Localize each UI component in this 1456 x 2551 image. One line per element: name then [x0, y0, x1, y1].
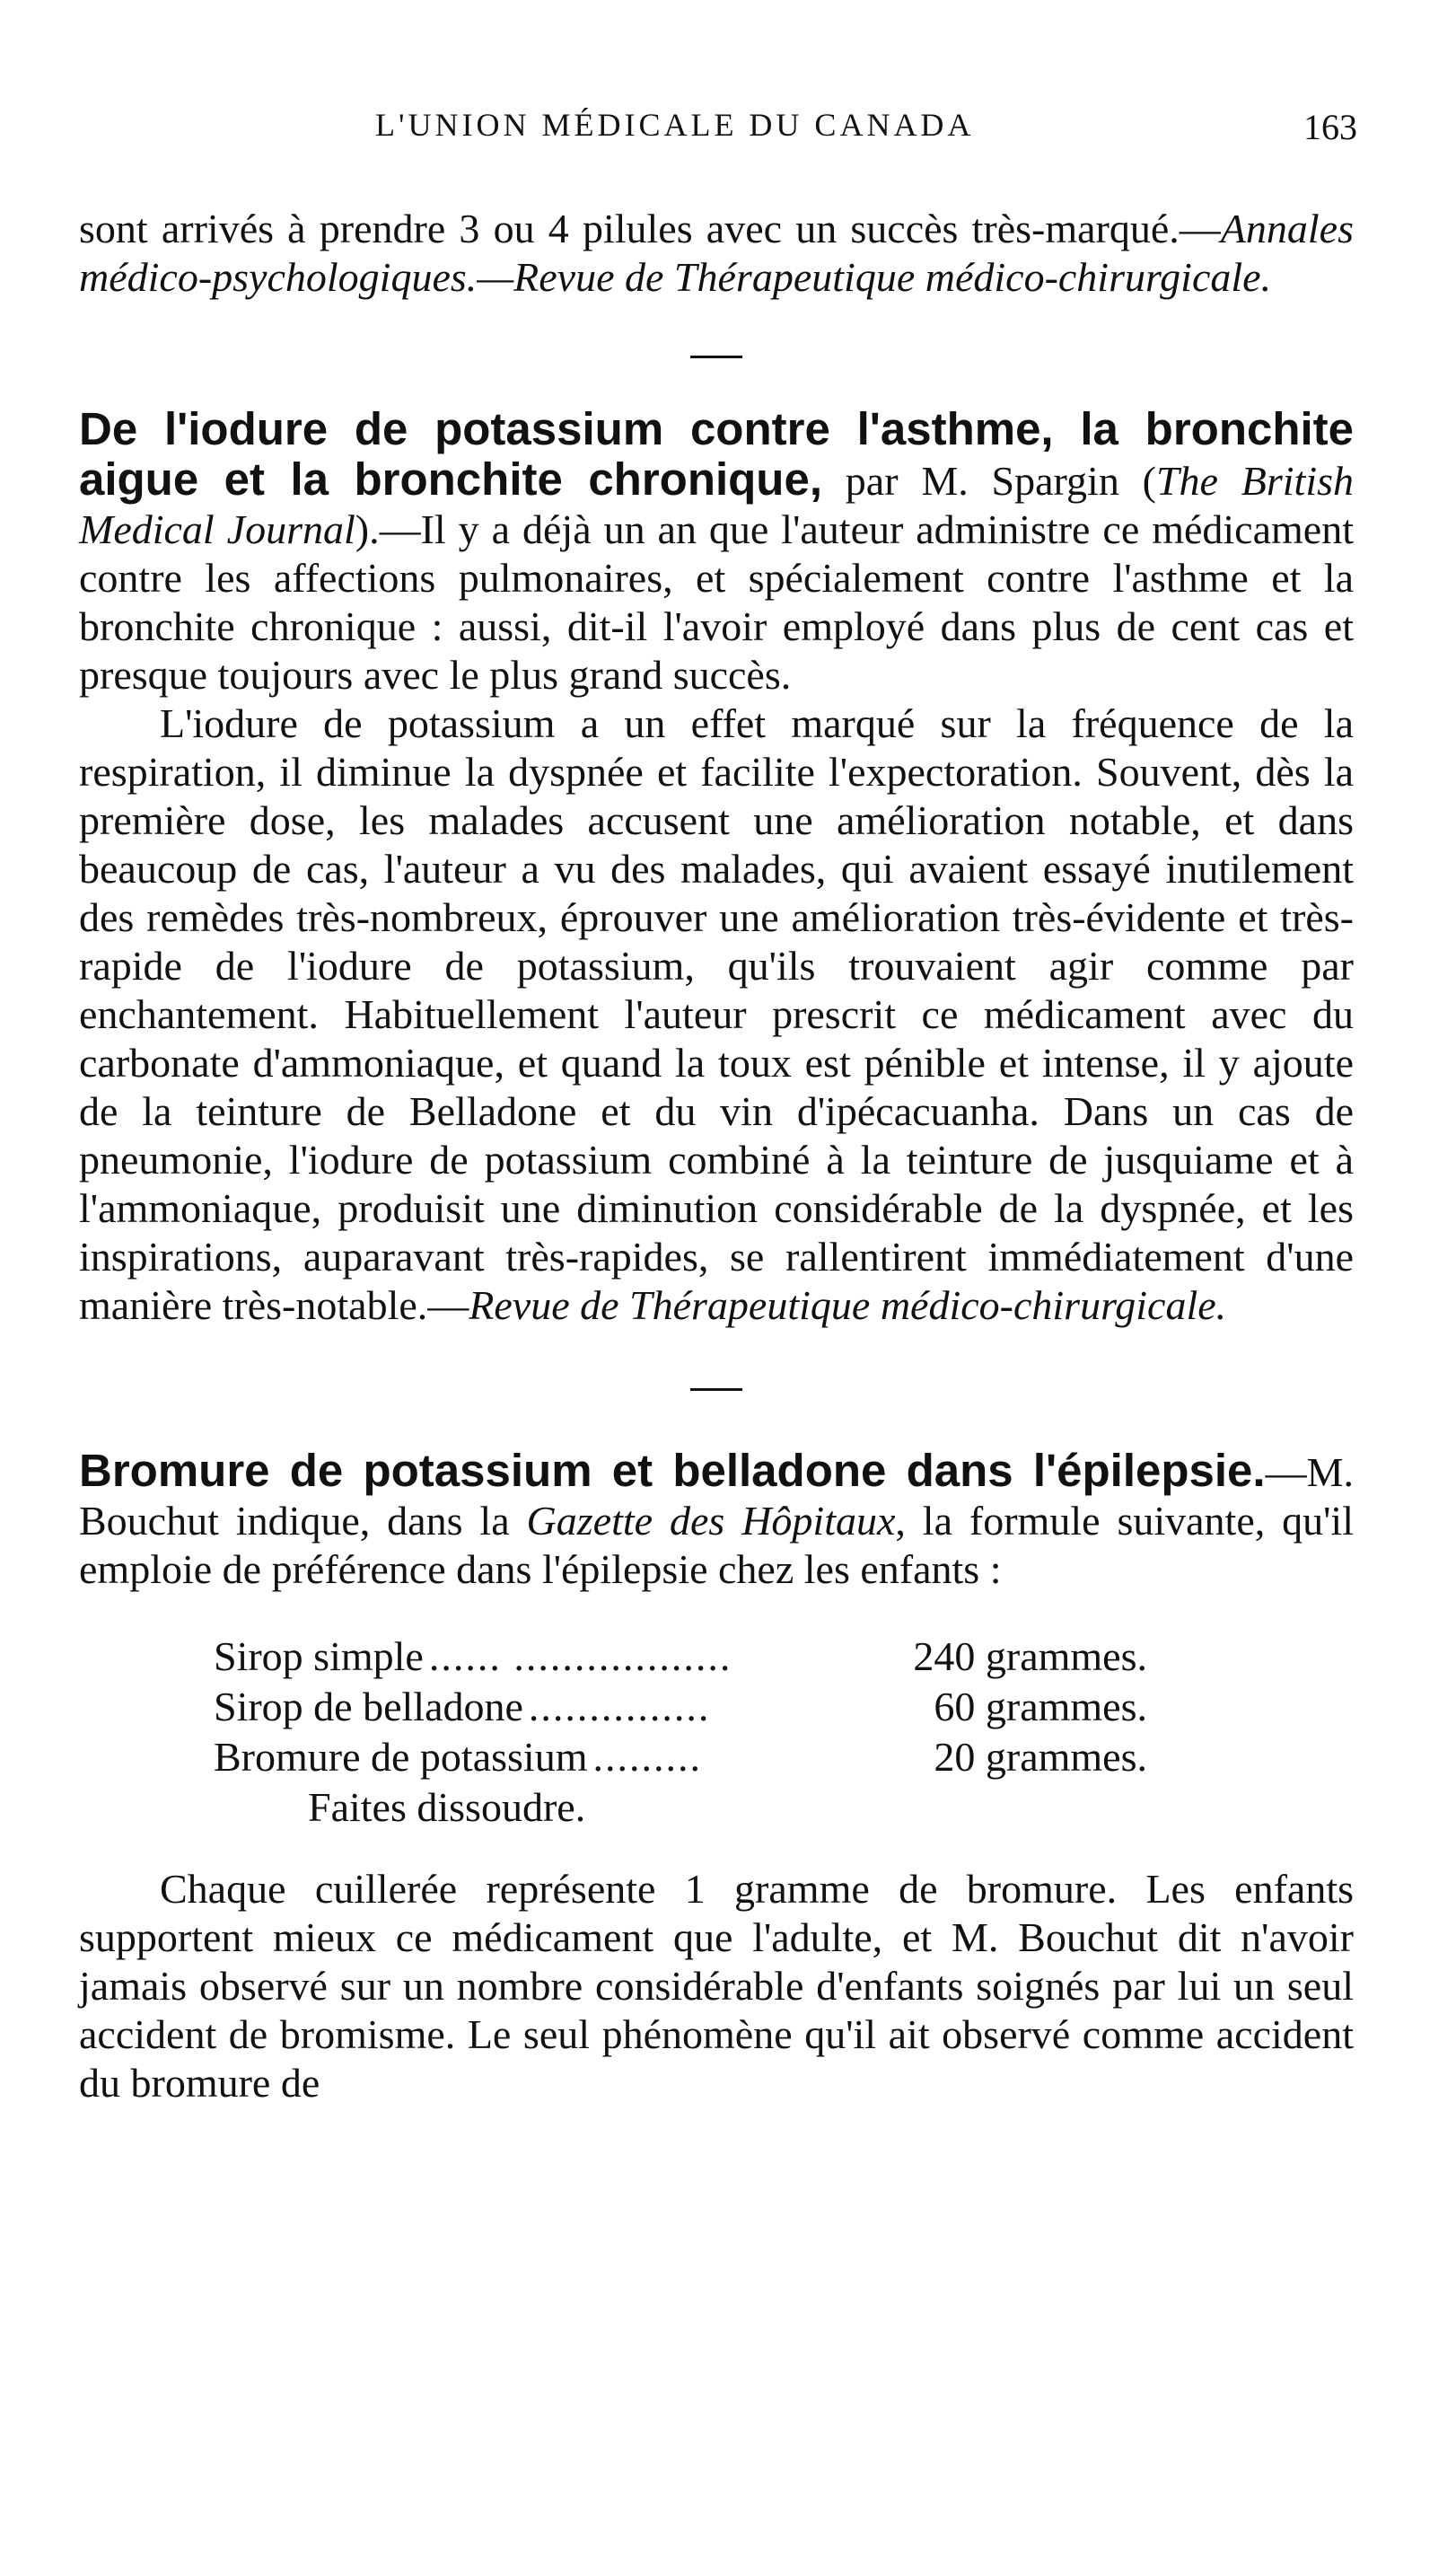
separator-rule: [690, 356, 742, 358]
recipe-ingredient: Bromure de potassium: [214, 1734, 588, 1780]
separator-rule: [690, 1388, 742, 1391]
recipe-ingredient: Sirop simple: [214, 1633, 424, 1679]
continuation-text: sont arrivés à prendre 3 ou 4 pilules avec un succès très-marqué.—: [79, 206, 1221, 251]
article-iodure-heading: De l'iodure de potassium contre l'asthme, la bronchite aigue et la bronchite chronique,: [79, 403, 1354, 505]
recipe-row: [214, 1682, 1147, 1732]
article-bromure-journal: Gazette des Hôpitaux: [526, 1498, 896, 1544]
recipe-leader-dots: ...... ..................: [428, 1633, 732, 1679]
recipe-leader-dots: .........: [592, 1734, 702, 1780]
recipe-leader-dots: ...............: [528, 1684, 711, 1729]
recipe-quantity: 20 grammes.: [934, 1734, 1147, 1780]
article-iodure-paragraph-2: [79, 699, 1354, 1330]
article-iodure-author: par M. Spargin (: [822, 458, 1156, 504]
continuation-source: Annales médico-psychologiques.—Revue de Thérapeutique médico-chirurgicale.: [79, 206, 1354, 300]
page: [79, 106, 1357, 2107]
recipe-note: Faites dissoudre.: [308, 1784, 586, 1830]
recipe: [214, 1632, 1354, 1833]
article-iodure-body: L'iodure de potassium a un effet marqué sur la fréquence de la respiration, il diminue la dyspnée et facilite l'expectoration. Souvent, dès la première dose, les malades accusent une amélioration notable, et dans beaucoup de cas, l'auteur a vu des malades, qui avaient essayé inutilement des remèdes très-nombreux, éprouver une amélioration très-évidente et très-rapide de l'iodure de potassium, qu'ils trouvaient agir comme par enchantement. Habituellement l'auteur prescrit ce médicament avec du carbonate d'ammoniaque, et quand la toux est pénible et intense, il y ajoute de la teinture de Belladone et du vin d'ipécacuanha. Dans un cas de pneumonie, l'iodure de potassium combiné à la teinture de jusquiame et à l'ammoniaque, produisit une diminution considérable de la dyspnée, et les inspirations, auparavant très-rapides, se rallentirent immédiatement d'une manière très-notable.—: [79, 700, 1354, 1328]
article-iodure-text: ).—Il y a déjà un an que l'auteur administre ce médicament contre les affections pulmonaires, et spécialement contre l'asthme et la bronchite chronique : aussi, dit-il l'avoir employé dans plus de cent cas et presque toujours avec le plus grand succès.: [79, 506, 1354, 698]
recipe-quantity: 240 grammes.: [913, 1633, 1147, 1679]
page-number: 163: [1303, 107, 1357, 147]
recipe-row: [214, 1732, 1147, 1782]
running-head: [79, 106, 1357, 160]
article-bromure-intro-rest: , la formule suivante, qu'il emploie de préférence dans l'épilepsie chez les enfants :: [79, 1498, 1354, 1592]
article-bromure-paragraph-2: [79, 1865, 1354, 2107]
continuation-paragraph: [79, 205, 1354, 302]
article-bromure-intro: —M. Bouchut indique, dans la: [79, 1449, 1354, 1544]
article-bromure-heading: Bromure de potassium et belladone dans l'épilepsie.: [79, 1445, 1266, 1496]
recipe-row: [214, 1632, 1147, 1682]
recipe-ingredient: Sirop de belladone: [214, 1684, 523, 1729]
running-title: L'UNION MÉDICALE DU CANADA: [375, 107, 975, 143]
article-bromure-body: Chaque cuillerée représente 1 gramme de bromure. Les enfants supportent mieux ce médicament que l'adulte, et M. Bouchut dit n'avoir jamais observé sur un nombre considérable d'enfants soignés par lui un seul accident de bromisme. Le seul phénomène qu'il ait observé comme accident du bromure de: [79, 1866, 1354, 2106]
article-iodure-paragraph-1: [79, 405, 1354, 699]
article-iodure-source: Revue de Thérapeutique médico-chirurgicale.: [469, 1282, 1227, 1328]
article-bromure-paragraph-1: [79, 1447, 1354, 1594]
article-iodure-journal: The British Medical Journal: [79, 458, 1354, 552]
recipe-quantity: 60 grammes.: [934, 1684, 1147, 1729]
